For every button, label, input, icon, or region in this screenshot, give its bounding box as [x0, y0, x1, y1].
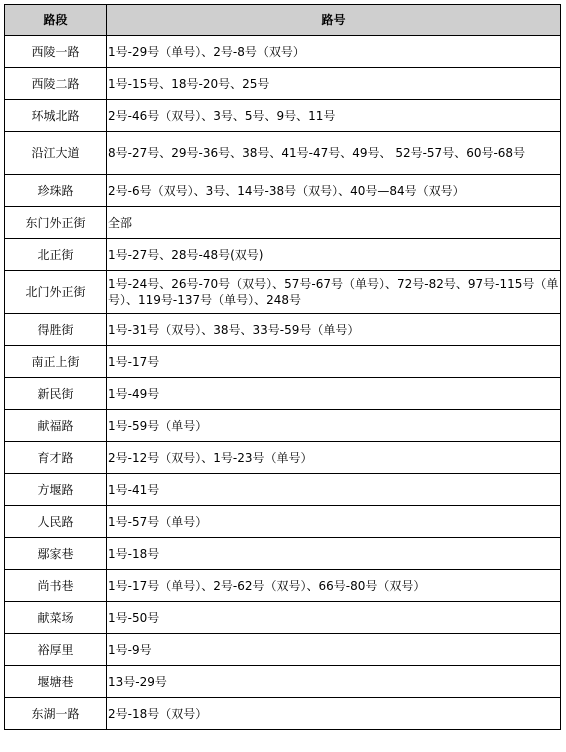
table-row [5, 634, 561, 666]
road-name: 育才路 [5, 442, 107, 474]
table-row [5, 68, 561, 100]
road-name: 鄢家巷 [5, 538, 107, 570]
road-name: 献菜场 [5, 602, 107, 634]
road-numbers: 1号-24号、26号-70号（双号）、57号-67号（单号）、72号-82号、97号-115号（单号）、119号-137号（单号）、248号 [107, 271, 561, 314]
road-name: 尚书巷 [5, 570, 107, 602]
table-row [5, 239, 561, 271]
road-numbers: 2号-6号（双号）、3号、14号-38号（双号）、40号—84号（双号） [107, 175, 561, 207]
table-row [5, 132, 561, 175]
road-numbers: 2号-18号（双号） [107, 698, 561, 730]
road-name: 裕厚里 [5, 634, 107, 666]
header-road: 路段 [5, 5, 107, 36]
road-numbers: 1号-9号 [107, 634, 561, 666]
header-numbers: 路号 [107, 5, 561, 36]
road-name: 西陵二路 [5, 68, 107, 100]
road-numbers: 1号-57号（单号） [107, 506, 561, 538]
road-name: 新民街 [5, 378, 107, 410]
road-numbers: 2号-12号（双号）、1号-23号（单号） [107, 442, 561, 474]
table-row [5, 100, 561, 132]
road-numbers: 13号-29号 [107, 666, 561, 698]
road-name: 东湖一路 [5, 698, 107, 730]
road-name: 堰塘巷 [5, 666, 107, 698]
road-name: 南正上街 [5, 346, 107, 378]
road-name: 环城北路 [5, 100, 107, 132]
road-numbers: 8号-27号、29号-36号、38号、41号-47号、49号、 52号-57号、60号-68号 [107, 132, 561, 175]
road-numbers: 1号-49号 [107, 378, 561, 410]
road-name: 北正街 [5, 239, 107, 271]
road-name: 东门外正街 [5, 207, 107, 239]
road-numbers: 1号-17号 [107, 346, 561, 378]
road-numbers: 1号-50号 [107, 602, 561, 634]
road-numbers: 1号-41号 [107, 474, 561, 506]
road-name: 西陵一路 [5, 36, 107, 68]
road-numbers: 1号-31号（双号）、38号、33号-59号（单号） [107, 314, 561, 346]
table-row [5, 442, 561, 474]
table-row [5, 506, 561, 538]
table-row [5, 602, 561, 634]
road-numbers: 2号-46号（双号）、3号、5号、9号、11号 [107, 100, 561, 132]
table-row [5, 378, 561, 410]
road-name: 人民路 [5, 506, 107, 538]
table-row [5, 570, 561, 602]
road-numbers: 全部 [107, 207, 561, 239]
road-number-table [4, 4, 561, 730]
table-row [5, 175, 561, 207]
road-numbers: 1号-18号 [107, 538, 561, 570]
road-name: 方堰路 [5, 474, 107, 506]
road-numbers: 1号-59号（单号） [107, 410, 561, 442]
road-name: 得胜街 [5, 314, 107, 346]
road-name: 北门外正街 [5, 271, 107, 314]
road-numbers: 1号-17号（单号）、2号-62号（双号）、66号-80号（双号） [107, 570, 561, 602]
table-row [5, 666, 561, 698]
road-name: 献福路 [5, 410, 107, 442]
table-row [5, 36, 561, 68]
road-name: 珍珠路 [5, 175, 107, 207]
table-row [5, 314, 561, 346]
table-row [5, 698, 561, 730]
road-numbers: 1号-29号（单号）、2号-8号（双号） [107, 36, 561, 68]
road-numbers: 1号-27号、28号-48号(双号) [107, 239, 561, 271]
table-row [5, 538, 561, 570]
table-row [5, 410, 561, 442]
table-row [5, 207, 561, 239]
table-row [5, 346, 561, 378]
header-row [5, 5, 561, 36]
road-name: 沿江大道 [5, 132, 107, 175]
road-numbers: 1号-15号、18号-20号、25号 [107, 68, 561, 100]
table-row [5, 271, 561, 314]
table-row [5, 474, 561, 506]
